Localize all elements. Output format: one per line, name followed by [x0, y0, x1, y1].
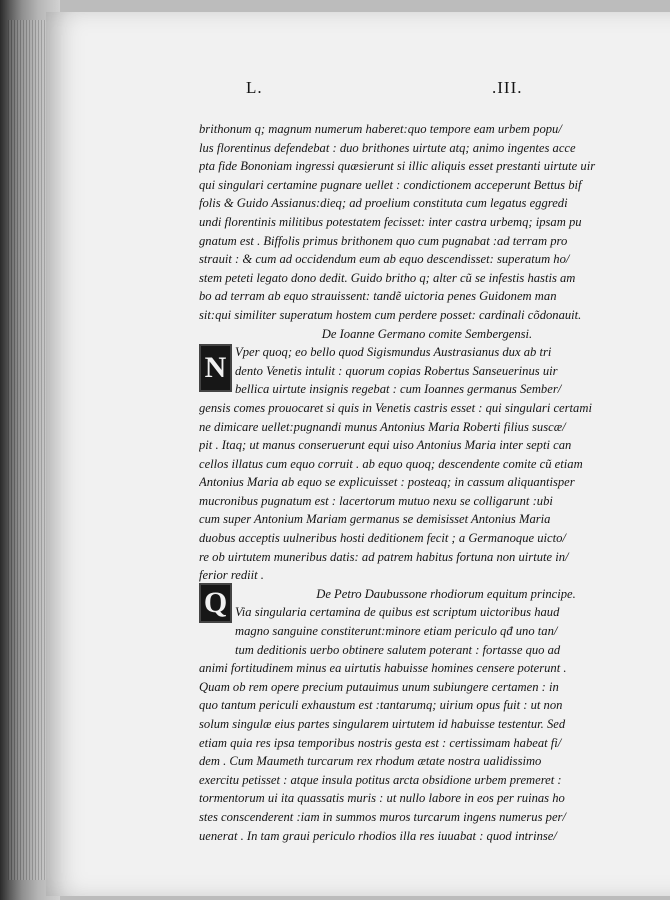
text-line: stes conscenderent :iam in summos muros turcarum ingens numerus per/ [199, 809, 566, 824]
text-line: qui singulari certamine pugnare uellet : condictionem acceperunt Bettus bif [199, 177, 582, 192]
text-line: uenerat . In tam graui periculo rhodios illa res iuuabat : quod intrinse/ [199, 828, 557, 843]
text-line: bellica uirtute insignis regebat : cum Ioannes germanus Sember/ [235, 382, 562, 397]
body-text [199, 120, 607, 845]
text-line: Antonius Maria ab equo se explicuisset : posteaq; in cassum aliquantisper [199, 475, 575, 490]
text-line: ferior rediit . [199, 568, 264, 583]
header-signature: L. [246, 78, 263, 97]
paragraph-germano [199, 343, 607, 585]
text-line: animi fortitudinem minus ea uirtutis habuisse homines censere poterunt . [199, 661, 567, 676]
section-heading-germano: De Ioanne Germano comite Sembergensi. [321, 326, 533, 341]
running-header [0, 78, 670, 102]
text-line: gnatum est . Biffolis primus brithonem quo cum pugnabat :ad terram pro [199, 233, 568, 248]
text-line: duobus acceptis uulneribus hosti deditionem fecit ; a Germanoque uicto/ [199, 531, 566, 546]
text-line: re ob uirtutem muneribus datis: ad patrem habitus fortuna non uirtute in/ [199, 549, 569, 564]
text-line: etiam quia res ipsa temporibus nostris gesta est : certissimam habeat fi/ [199, 735, 562, 750]
text-line: folis & Guido Assianus:dieq; ad proelium constituta cum legatus eggredi [199, 196, 568, 211]
text-line: tormentorum ui ita quassatis muris : ut nullo labore in eos per ruinas ho [199, 791, 565, 806]
text-line: sit:qui similiter superatum hostem cum perdere posset: cardinali cõdonauit. [199, 307, 582, 322]
text-line: Vper quoq; eo bello quod Sigismundus Austrasianus dux ab tri [235, 345, 552, 360]
section-heading-daubussone: De Petro Daubussone rhodiorum equitum principe. [316, 586, 576, 601]
text-line: Via singularia certamina de quibus est scriptum uictoribus haud [235, 605, 560, 620]
text-line: dem . Cum Maumeth turcarum rex rhodum ætate nostra ualidissimo [199, 754, 542, 769]
text-line: lus florentinus defendebat : duo brithones uirtute atq; animo ingentes acce [199, 140, 576, 155]
text-line: gensis comes prouocaret si quis in Venetis castris esset : qui singulari certami [199, 400, 592, 415]
text-line: stem peteti legato dono dedit. Guido britho q; alter cũ se infestis hastis am [199, 270, 576, 285]
drop-cap-initial-n: N [199, 344, 232, 392]
paragraph-daubussone [199, 603, 607, 845]
text-line: tum deditionis uerbo obtinere salutem poterant : fortasse quo ad [235, 642, 561, 657]
text-line: bo ad terram ab equo strauissent: tandẽ uictoria penes Guidonem man [199, 289, 557, 304]
text-line: magno sanguine constiterunt:minore etiam periculo qđ uno tan/ [235, 624, 558, 639]
header-folio: .III. [492, 78, 523, 97]
text-line: mucronibus pugnatum est : lacertorum mutuo nexu se colligarunt :ubi [199, 493, 553, 508]
text-line: brithonum q; magnum numerum haberet:quo tempore eam urbem popu/ [199, 122, 562, 136]
text-line: quo tantum periculi exhaustum est :tantarumq; uirium opus fuit : ut non [199, 698, 563, 713]
page-edges [8, 20, 48, 880]
paragraph-brithones [199, 120, 607, 325]
text-line: exercitu petisset : atque insula potitus arcta obsidione urbem premeret : [199, 772, 562, 787]
text-line: cellos illatus cum equo corruit . ab equo quoq; descendente comite cũ etiam [199, 456, 583, 471]
text-line: strauit : & cum ad occidendum eum ab equo descendisset: superatum ho/ [199, 252, 570, 267]
text-line: undi florentinis militibus potestatem fecisset: inter castra urbemq; ipsam pu [199, 214, 582, 229]
text-line: dento Venetis intulit : quorum copias Robertus Sanseuerinus uir [235, 363, 558, 378]
drop-cap-initial-q: Q [199, 583, 232, 623]
text-line: pit . Itaq; ut manus conseruerunt equi uiso Antonius Maria inter septi can [199, 438, 572, 453]
text-line: pta fide Bononiam ingressi quæsierunt si illic aliquis esset prestanti uirtute uir [199, 159, 596, 174]
text-line: ne dimicare uellet:pugnandi munus Antonius Maria Roberti filius suscæ/ [199, 419, 566, 434]
text-line: solum singulæ eius partes singularem uirtutem id habuisse testentur. Sed [199, 717, 566, 731]
text-line: cum super Antonium Mariam germanus se demisisset Antonius Maria [199, 512, 551, 527]
text-line: Quam ob rem opere precium putauimus unum subiungere certamen : in [199, 679, 559, 694]
